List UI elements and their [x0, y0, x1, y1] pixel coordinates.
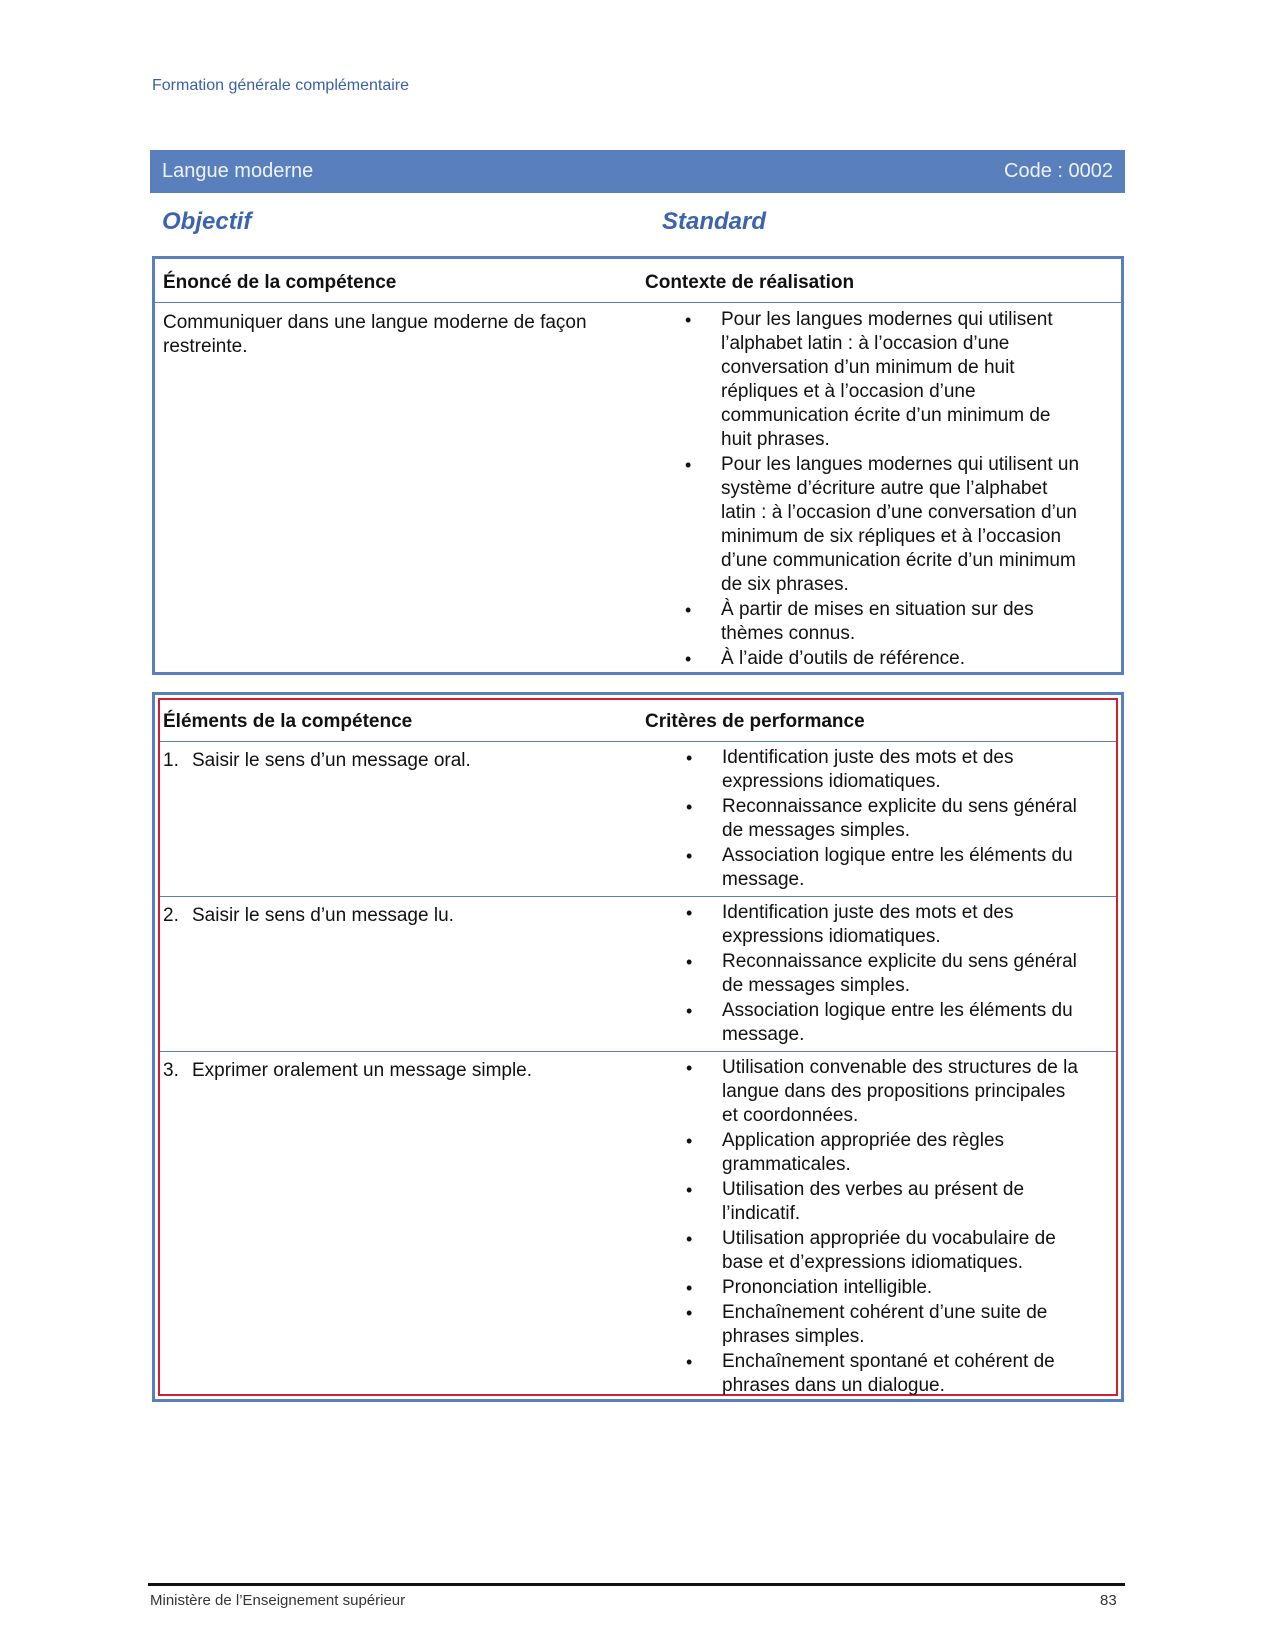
running-header: Formation générale complémentaire — [152, 77, 410, 94]
bullet-icon — [685, 308, 695, 333]
title-bar — [150, 150, 1125, 193]
list-item: • Enchaînement spontané et cohérent de phrases dans un dialogue. — [686, 1350, 1086, 1398]
list-item: • Identification juste des mots et des expressions idiomatiques. — [686, 901, 1086, 949]
course-code: Code : 0002 — [1004, 160, 1113, 182]
footer-ministry: Ministère de l’Enseignement supérieur — [150, 1592, 406, 1609]
list-item: • À l’aide d’outils de référence. — [685, 647, 1085, 671]
bullet-icon — [686, 1129, 696, 1154]
bullet-icon — [686, 795, 696, 820]
bullet-icon — [686, 1301, 696, 1326]
bullet-icon — [685, 598, 695, 623]
list-item: • Association logique entre les éléments du message. — [686, 999, 1086, 1047]
row-divider — [160, 896, 1116, 897]
bullet-icon — [686, 1350, 696, 1375]
bullet-icon — [686, 844, 696, 869]
bullet-icon — [685, 453, 695, 478]
bullet-icon — [686, 1178, 696, 1203]
col-header-enonce: Énoncé de la compétence — [163, 272, 397, 293]
col-header-contexte: Contexte de réalisation — [645, 272, 855, 293]
bullet-icon — [686, 746, 696, 771]
bullet-icon — [686, 950, 696, 975]
contexte-list — [685, 308, 1085, 672]
list-item: • Identification juste des mots et des expressions idiomatiques. — [686, 746, 1086, 794]
list-item: • Application appropriée des règles grammaticales. — [686, 1129, 1086, 1177]
list-item: • Reconnaissance explicite du sens général de messages simples. — [686, 950, 1086, 998]
criteres-list-1 — [686, 746, 1086, 893]
row-divider — [160, 1051, 1116, 1052]
list-item: • Pour les langues modernes qui utilisent un système d’écriture autre que l’alphabet latin : à l’occasion d’une conversation d’un minimum de six répliques et à l’occasion d’une communication écrite d’un minimum de six phrases. — [685, 453, 1085, 597]
criteres-list-3 — [686, 1056, 1086, 1399]
elements-table — [152, 692, 1124, 1402]
list-item: • Utilisation des verbes au présent de l’indicatif. — [686, 1178, 1086, 1226]
objectif-label: Objectif — [162, 208, 252, 235]
list-item: • À partir de mises en situation sur des thèmes connus. — [685, 598, 1085, 646]
list-item: • Pour les langues modernes qui utilisent l’alphabet latin : à l’occasion d’une conversation d’un minimum de huit répliques et à l’occasion d’une communication écrite d’un minimum de huit phrases. — [685, 308, 1085, 452]
bullet-icon — [686, 901, 696, 926]
section-labels — [162, 208, 1062, 238]
competence-table — [152, 256, 1124, 675]
list-item: • Utilisation appropriée du vocabulaire de base et d’expressions idiomatiques. — [686, 1227, 1086, 1275]
element-1: 1. Saisir le sens d’un message oral. — [163, 750, 471, 771]
standard-label: Standard — [662, 208, 767, 235]
course-title: Langue moderne — [162, 160, 314, 182]
bullet-icon — [686, 1056, 696, 1081]
list-item: • Enchaînement cohérent d’une suite de phrases simples. — [686, 1301, 1086, 1349]
page-number: 83 — [1100, 1592, 1117, 1609]
element-2: 2. Saisir le sens d’un message lu. — [163, 905, 454, 926]
footer-divider — [148, 1583, 1125, 1586]
col-header-criteres: Critères de performance — [645, 711, 865, 732]
elements-table-inner — [158, 698, 1118, 1396]
bullet-icon — [686, 1276, 696, 1301]
col-header-elements: Éléments de la compétence — [163, 711, 413, 732]
header-divider — [160, 741, 1116, 742]
list-item: • Prononciation intelligible. — [686, 1276, 1086, 1300]
list-item: • Utilisation convenable des structures de la langue dans des propositions principales et coordonnées. — [686, 1056, 1086, 1128]
list-item: • Association logique entre les éléments du message. — [686, 844, 1086, 892]
bullet-icon — [686, 1227, 696, 1252]
element-3: 3. Exprimer oralement un message simple. — [163, 1060, 533, 1081]
criteres-list-2 — [686, 901, 1086, 1048]
competence-statement: Communiquer dans une langue moderne de façon restreinte. — [163, 312, 587, 357]
bullet-icon — [685, 647, 695, 672]
bullet-icon — [686, 999, 696, 1024]
list-item: • Reconnaissance explicite du sens général de messages simples. — [686, 795, 1086, 843]
header-divider — [155, 302, 1121, 303]
